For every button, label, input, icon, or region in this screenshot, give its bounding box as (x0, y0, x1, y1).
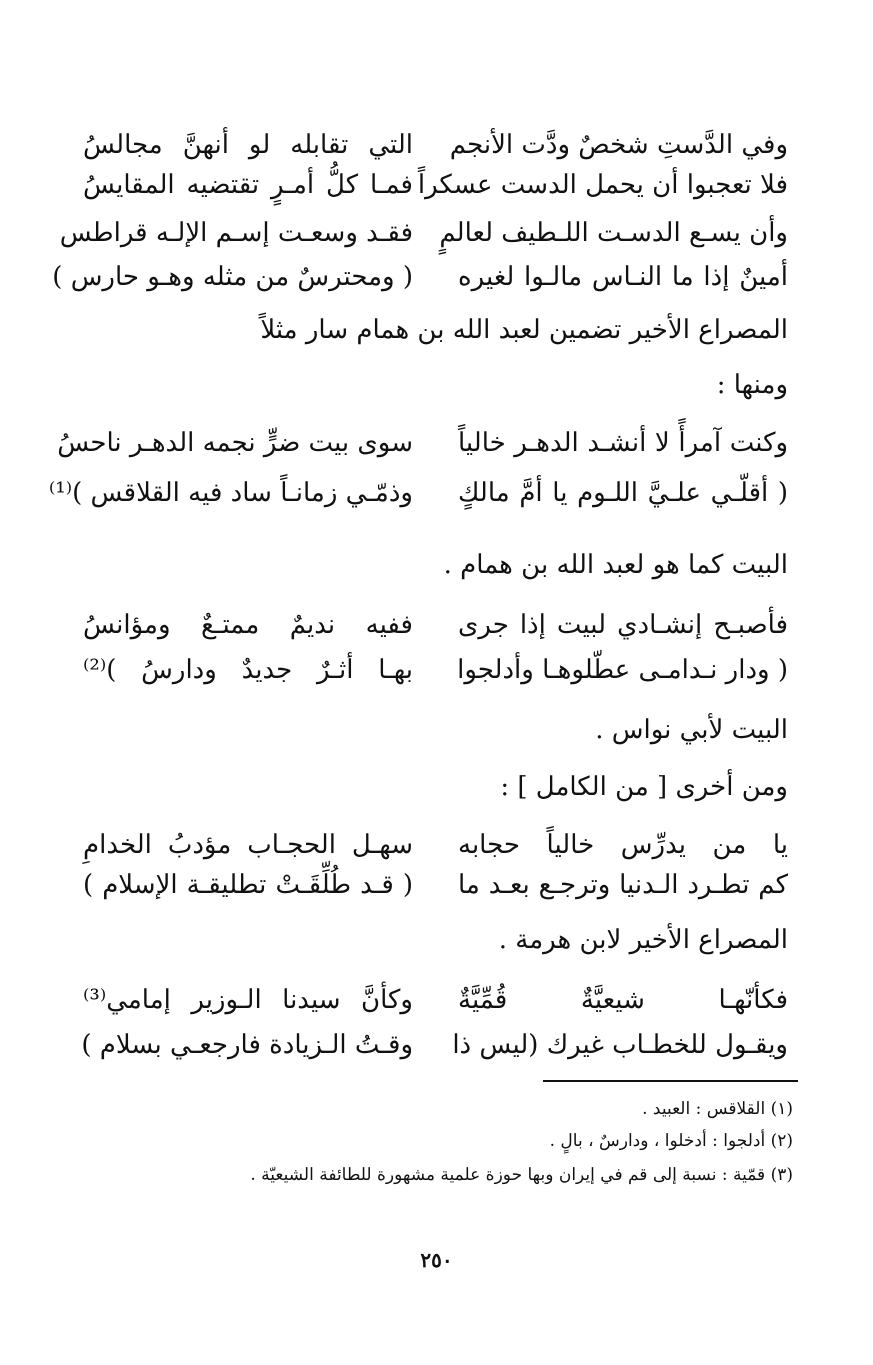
verse-first-hemistich: يا من يدرِّس خالياً حجابه (458, 830, 788, 860)
section-intro: ومنها : (716, 370, 788, 400)
verse-second-hemistich: التي تقابله لو أنهنَّ مجالسُ (83, 130, 413, 160)
page-number: ٢٥٠ (420, 1248, 453, 1272)
verse-first-hemistich: فلا تعجبوا أن يحمل الدست عسكراً (417, 170, 788, 200)
verse-line (85, 975, 788, 1025)
prose-note: البيت لأبي نواس . (595, 715, 788, 745)
verse-line (85, 645, 788, 695)
verse-second-hemistich: وكأنَّ سيدنا الـوزير إمامي⁽³⁾ (83, 985, 413, 1015)
verse-line (48, 468, 788, 518)
footnote: (٣) قمّية : نسبة إلى قم في إيران وبها حوزة علمية مشهورة للطائفة الشيعيّة . (250, 1165, 793, 1185)
verse-second-hemistich: وقـتُ الـزيادة فارجعـي بسلام ) (81, 1030, 413, 1060)
verse-first-hemistich: ويقـول للخطـاب غيرك (ليس ذا (452, 1030, 788, 1060)
verse-second-hemistich: سهـل الحجـاب مؤدبُ الخدامِ (83, 830, 413, 860)
verse-second-hemistich: فمـا كلُّ أمـرٍ تقتضيه المقايسُ (83, 170, 413, 200)
verse-line (59, 208, 788, 258)
verse-first-hemistich: فكأنّهـا شيعيَّةٌ قُمِّيَّةٌ (458, 985, 788, 1015)
footnote: (١) القلاقس : العبيد . (642, 1099, 793, 1119)
verse-first-hemistich: وكنت آمرأً لا أنشـد الدهـر خالياً (458, 428, 788, 458)
verse-first-hemistich: ( ودار نـدامـى عطّلوهـا وأدلجوا (457, 655, 788, 685)
verse-second-hemistich: وذمّـي زمانـاً ساد فيه القلاقس )⁽¹⁾ (48, 478, 413, 508)
verse-first-hemistich: وأن يسـع الدسـت اللـطيف لعالمٍ (439, 218, 788, 248)
verse-first-hemistich: ( أقلّـي علـيَّ اللـوم يا أمَّ مالكٍ (458, 478, 788, 508)
verse-second-hemistich: سوى بيت ضرٍّ نجمه الدهـر ناحسُ (57, 428, 413, 458)
verse-line (85, 160, 788, 210)
verse-first-hemistich: فأصبـح إنشـادي لبيت إذا جرى (458, 610, 788, 640)
verse-second-hemistich: بهـا أثـرٌ جديدٌ ودارسُ )⁽²⁾ (83, 655, 413, 685)
prose-note: المصراع الأخير تضمين لعبد الله بن همام سار مثلاً (260, 315, 788, 345)
prose-note: المصراع الأخير لابن هرمة . (498, 925, 788, 955)
section-intro: ومن أخرى [ من الكامل ] : (500, 772, 788, 802)
verse-line (85, 600, 788, 650)
verse-first-hemistich: وفي الدَّستِ شخصٌ ودَّت الأنجم (449, 130, 788, 160)
verse-first-hemistich: أمينٌ إذا ما النـاس مالـوا لغيره (458, 262, 788, 292)
verse-line (57, 418, 788, 468)
prose-note: البيت كما هو لعبد الله بن همام . (443, 550, 788, 580)
verse-second-hemistich: ( ومحترسٌ من مثله وهـو حارس ) (52, 262, 413, 292)
footnote: (٢) أدلجوا : أدخلوا ، ودارسٌ ، بالٍ . (549, 1131, 793, 1151)
verse-line (52, 252, 788, 302)
verse-second-hemistich: فقـد وسعـت إسـم الإلـه قراطس (59, 218, 413, 248)
footnote-separator (543, 1080, 798, 1082)
verse-second-hemistich: ففيه نديمٌ ممتـعٌ ومؤانسُ (83, 610, 413, 640)
verse-second-hemistich: ( قـد طُلِّقَـتْ تطليقـة الإسلام ) (83, 870, 413, 900)
verse-line (85, 860, 788, 910)
verse-first-hemistich: كم تطـرد الـدنيا وترجـع بعـد ما (458, 870, 788, 900)
verse-line (81, 1020, 788, 1070)
